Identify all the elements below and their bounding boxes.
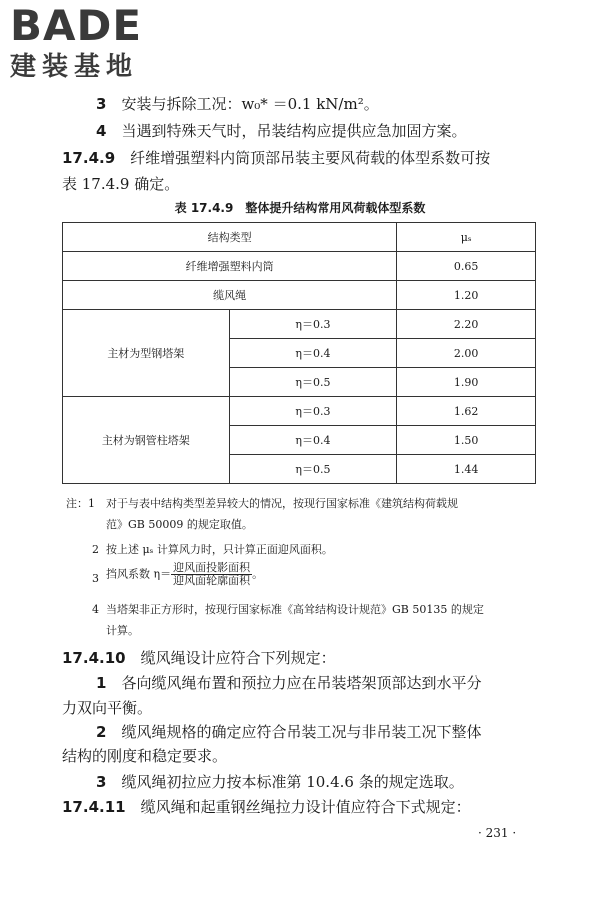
note-1-label: 注：1 [66, 497, 95, 510]
bade-logo [10, 1, 190, 82]
table-row: η＝0.5 1.44 [63, 455, 536, 484]
header-mu: μₛ [397, 223, 536, 252]
wind-load-coefficient-table [62, 222, 536, 484]
logo-wordmark: BADE [10, 1, 143, 50]
clause-17-4-9-cont: 表 17.4.9 确定。 [62, 175, 180, 193]
item-4-weather: 4 当遇到特殊天气时，吊装结构应提供应急加固方案。 [96, 122, 467, 140]
table-row: 纤维增强塑料内筒 0.65 [63, 252, 536, 281]
note-4-label: 4 [92, 603, 99, 616]
page-number: · 231 · [478, 826, 517, 840]
table-row: η＝0.4 1.50 [63, 426, 536, 455]
clause-17-4-10-item-1-cont: 力双向平衡。 [62, 699, 153, 717]
note-2-label: 2 [92, 543, 99, 556]
wind-ratio-fraction: $\frac{\text{迎风面投影面积}}{\text{迎风面轮廓面积}}$ [173, 561, 251, 587]
table-row: η＝0.5 1.90 [63, 368, 536, 397]
table-caption: 表 17.4.9 整体提升结构常用风荷载体型系数 [174, 201, 426, 215]
table-row: 主材为型钢塔架 η＝0.3 2.20 [63, 310, 536, 339]
group-steel-section: 主材为型钢塔架 [63, 310, 230, 397]
clause-17-4-9: 17.4.9 纤维增强塑料内筒顶部吊装主要风荷载的体型系数可按 [62, 149, 491, 167]
note-4-line-b: 计算。 [106, 624, 139, 637]
table-header-row [63, 223, 536, 252]
note-1-line-a: 对于与表中结构类型差异较大的情况，按现行国家标准《建筑结构荷载规 [106, 497, 458, 510]
note-3-formula: 挡风系数 η＝ $\frac{\text{迎风面投影面积}}{\text{迎风面轮廓面积}}$ 。 [106, 561, 264, 587]
clause-17-4-10-item-2-cont: 结构的刚度和稳定要求。 [62, 747, 228, 765]
header-structure-type: 结构类型 [63, 223, 397, 252]
table-row: 主材为钢管柱塔架 η＝0.3 1.62 [63, 397, 536, 426]
group-steel-tube: 主材为钢管柱塔架 [63, 397, 230, 484]
clause-17-4-11: 17.4.11 缆风绳和起重钢丝绳拉力设计值应符合下式规定： [62, 798, 471, 816]
note-3-label: 3 [92, 572, 99, 585]
clause-17-4-10-item-1: 1 各向缆风绳布置和预拉力应在吊装塔架顶部达到水平分 [96, 674, 482, 692]
clause-17-4-10-item-2: 2 缆风绳规格的确定应符合吊装工况与非吊装工况下整体 [96, 723, 482, 741]
clause-17-4-10-item-3: 3 缆风绳初拉应力按本标准第 10.4.6 条的规定选取。 [96, 773, 464, 791]
note-4-line-a: 当塔架非正方形时，按现行国家标准《高耸结构设计规范》GB 50135 的规定 [106, 603, 484, 616]
table-row: 缆风绳 1.20 [63, 281, 536, 310]
logo-subtitle: 建装基地 [10, 52, 139, 82]
note-1-line-b: 范》GB 50009 的规定取值。 [106, 518, 253, 531]
note-2-text: 按上述 μₛ 计算风力时，只计算正面迎风面积。 [106, 543, 333, 556]
clause-17-4-10: 17.4.10 缆风绳设计应符合下列规定： [62, 649, 336, 667]
item-3-install: 3 安装与拆除工况：w₀* ＝0.1 kN/m²。 [96, 95, 379, 113]
table-row: η＝0.4 2.00 [63, 339, 536, 368]
